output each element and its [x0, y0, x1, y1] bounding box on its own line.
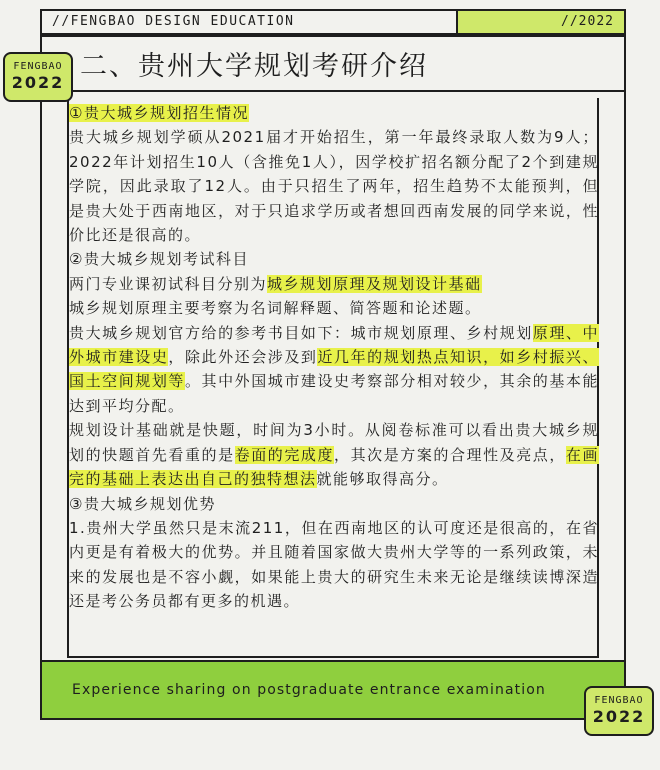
section-2-paragraph-3: 贵大城乡规划官方给的参考书目如下：城市规划原理、乡村规划原理、中外城市建设史，除此外还会涉及到近几年的规划热点知识，如乡村振兴、国土空间规划等。其中外国城市建设史考察部分相对较少，其余的基本能达到平均分配。	[69, 323, 599, 415]
section-heading-1: ①贵大城乡规划招生情况	[69, 104, 249, 122]
badge-year: 2022	[11, 73, 65, 92]
badge-year: 2022	[592, 707, 646, 726]
title-row	[42, 37, 624, 92]
section-2-paragraph-4: 规划设计基础就是快题，时间为3小时。从阅卷标准可以看出贵大城乡规划的快题首先看重的是卷面的完成度，其次是方案的合理性及亮点，在画完的基础上表达出自己的独特想法就能够取得高分。	[69, 421, 599, 489]
header-brand-bar	[40, 9, 458, 35]
header-brand-text: //FENGBAO DESIGN EDUCATION	[52, 14, 295, 29]
page-title: 二、贵州大学规划考研介绍	[80, 51, 428, 82]
section-3-paragraph: 1.贵州大学虽然只是末流211，但在西南地区的认可度还是很高的，在省内更是有着极大的优势。并且随着国家做大贵州大学等的一系列政策，未来的发展也是不容小觑，如果能上贵大的研究生未来无论是继续读博深造还是考公务员都有更多的机遇。	[69, 518, 599, 611]
section-heading-3: ③贵大城乡规划优势	[69, 494, 216, 513]
fengbao-badge-bottom	[584, 686, 654, 736]
section-1-paragraph: 贵大城乡规划学硕从2021届才开始招生，第一年最终录取人数为9人；2022年计划招生10人（含推免1人），因学校扩招名额分配了2个到建规学院，因此录取了12人。由于只招生了两年，招生趋势不太能预判，但是贵大处于西南地区，对于只追求学历或者想回西南发展的同学来说，性价比还是很高的。	[69, 128, 599, 245]
badge-brand: FENGBAO	[13, 61, 63, 72]
footer-band	[42, 660, 624, 718]
footer-caption: Experience sharing on postgraduate entrance examination	[72, 682, 546, 698]
content-frame	[40, 35, 626, 720]
header-year-text: //2022	[561, 14, 614, 29]
section-2-paragraph-1: 两门专业课初试科目分别为城乡规划原理及规划设计基础	[69, 274, 482, 293]
header-year-bar	[456, 9, 626, 35]
article-body	[69, 101, 599, 614]
section-heading-2: ②贵大城乡规划考试科目	[69, 250, 249, 269]
fengbao-badge-top	[3, 52, 73, 102]
section-2-paragraph-2: 城乡规划原理主要考察为名词解释题、简答题和论述题。	[69, 299, 482, 318]
badge-brand: FENGBAO	[594, 695, 644, 706]
